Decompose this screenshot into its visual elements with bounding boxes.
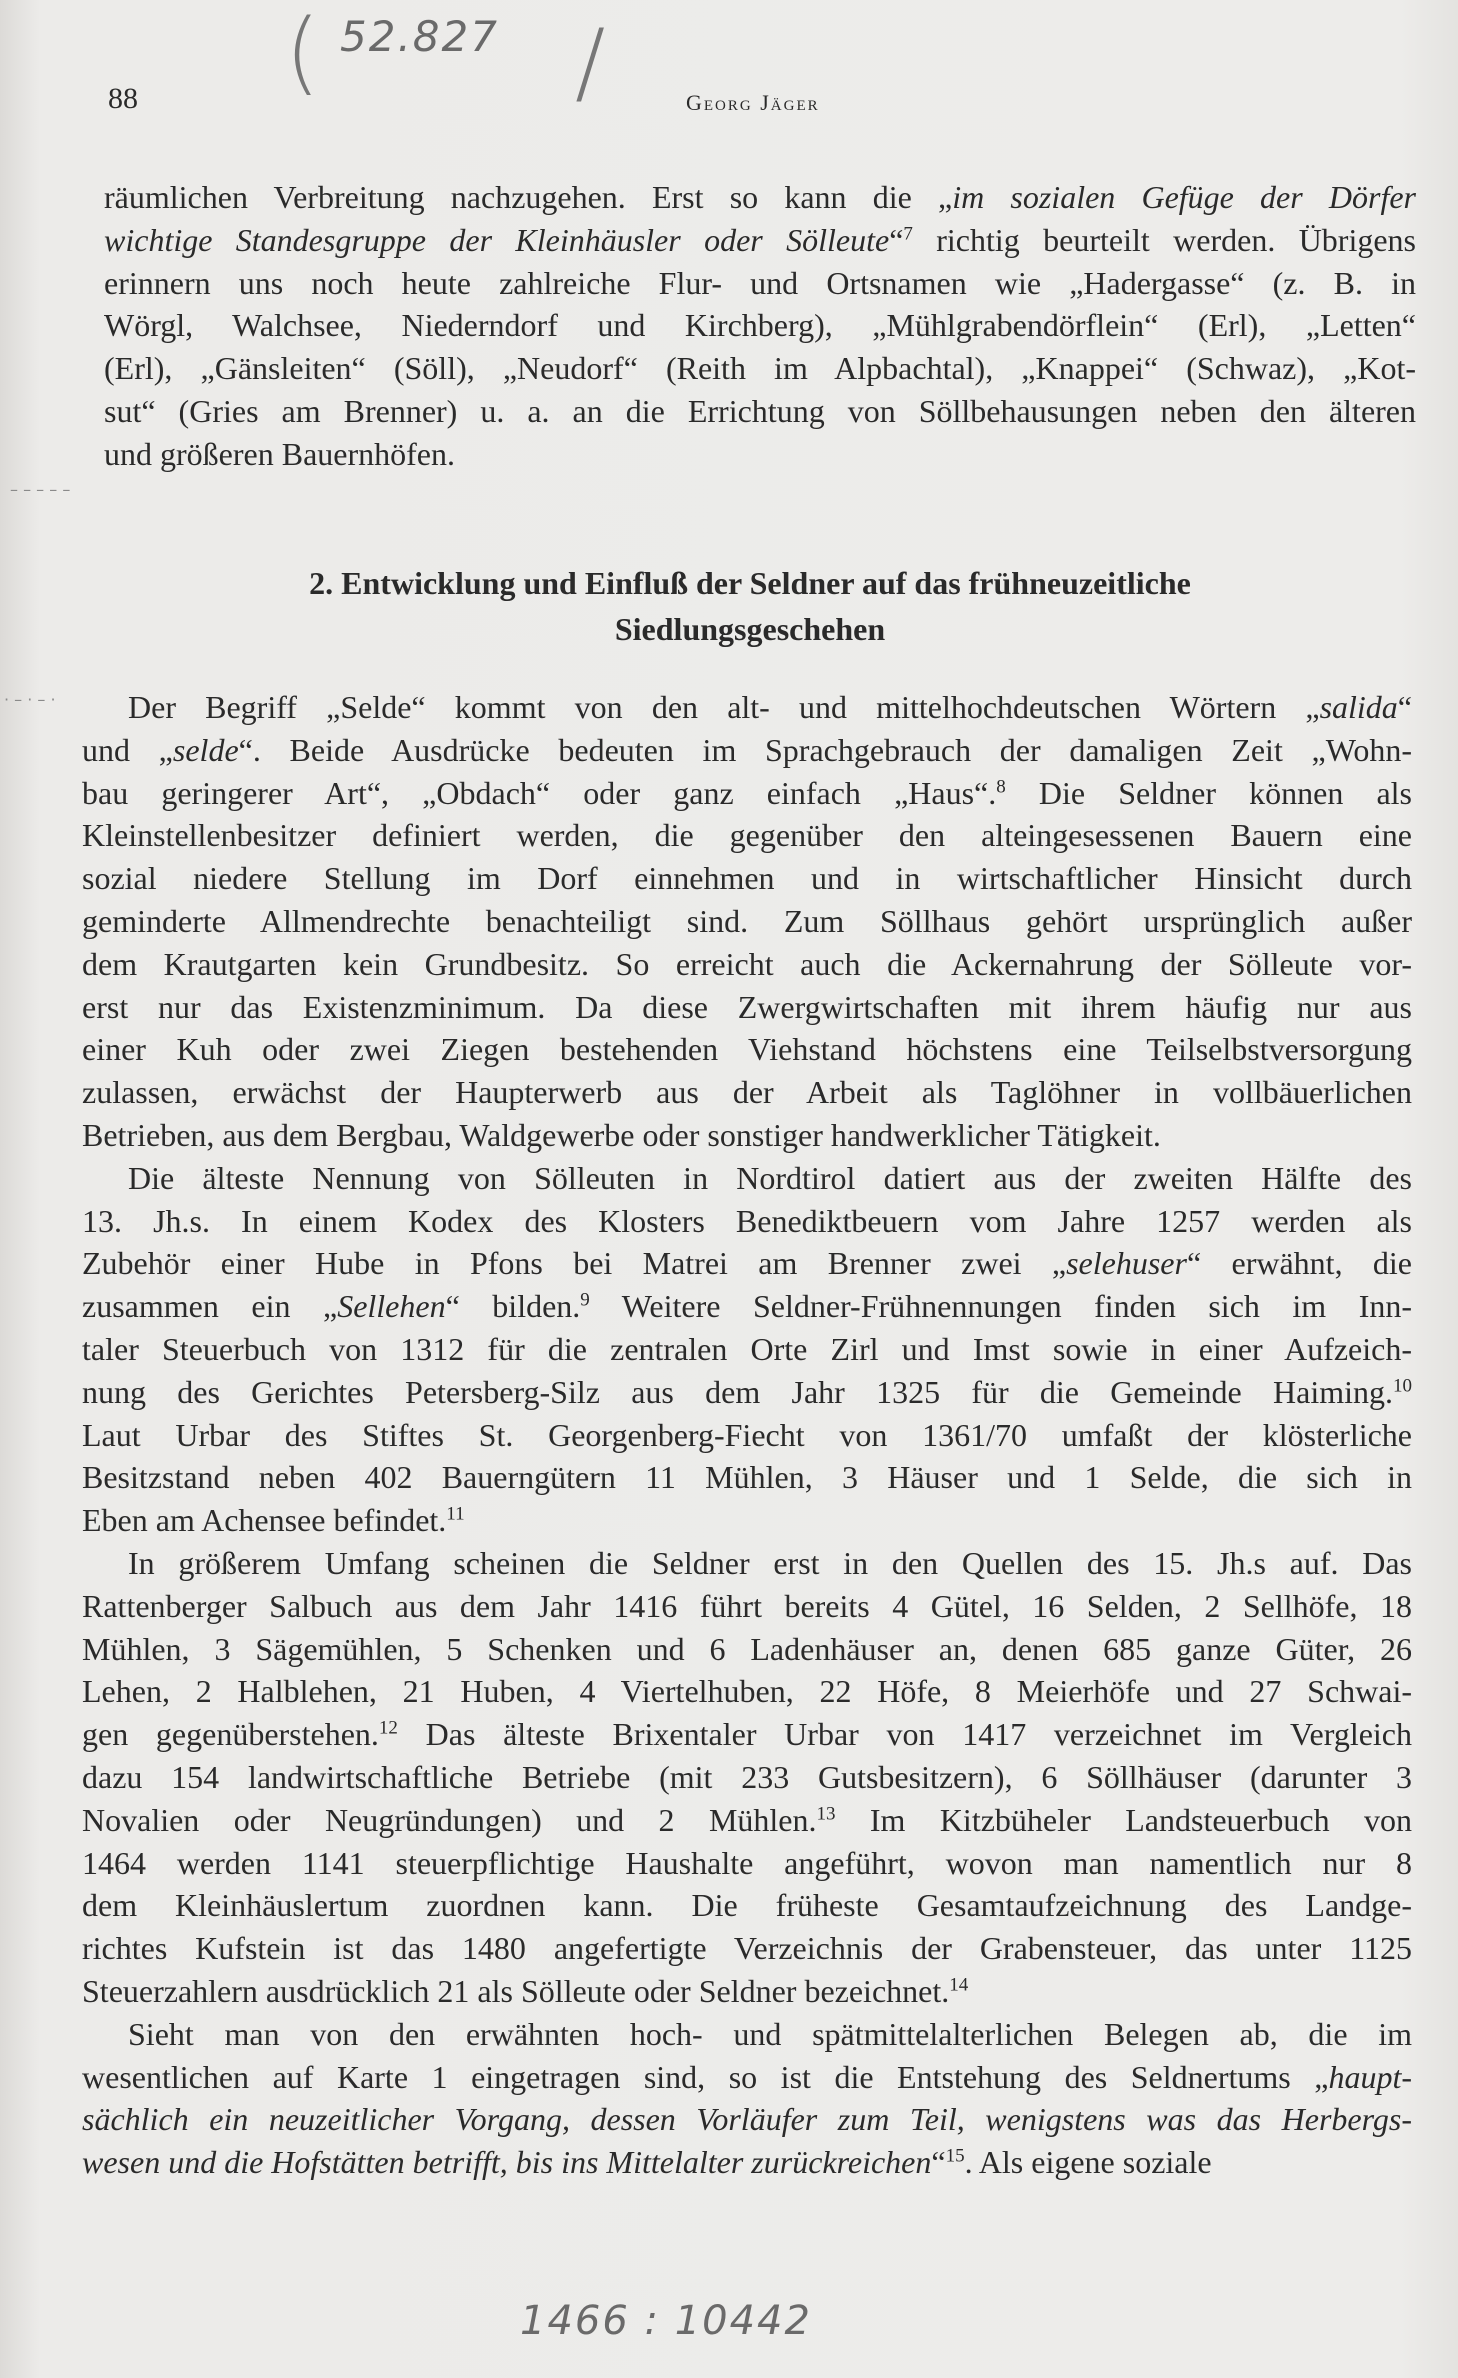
section-heading: [100, 560, 1400, 652]
text-line: Betrieben, aus dem Bergbau, Waldgewerbe oder sonstiger handwerklicher Tätigkeit.: [82, 1116, 1161, 1153]
text-line: dem Kleinhäuslertum zuordnen kann. Die früheste Gesamtaufzeichnung des Landge-: [82, 1887, 1412, 1924]
text-line: sozial niedere Stellung im Dorf einnehmen und in wirtschaftlicher Hinsicht durch: [82, 860, 1412, 897]
text-line: Lehen, 2 Halblehen, 21 Huben, 4 Viertelhuben, 22 Höfe, 8 Meierhöfe und 27 Schwai-: [82, 1673, 1412, 1710]
running-head-author: Georg Jäger: [686, 90, 820, 115]
text-line: wichtige Standesgruppe der Kleinhäusler oder Sölleute“$^7$ richtig beurteilt werden. Übrigens: [104, 221, 1417, 258]
text-line: bau geringerer Art“, „Obdach“ oder ganz einfach „Haus“.$^8$ Die Seldner können als: [82, 774, 1413, 811]
text-line: Steuerzahlern ausdrücklich 21 als Sölleute oder Seldner bezeichnet.$^{14}$: [82, 1972, 969, 2009]
handwritten-bracket-left: (: [285, 0, 321, 105]
text-line: Der Begriff „Selde“ kommt von den alt- und mittelhochdeutschen Wörtern „salida“: [128, 689, 1412, 725]
text-line: dazu 154 landwirtschaftliche Betriebe (mit 233 Gutsbesitzern), 6 Söllhäuser (darunter 3: [82, 1758, 1412, 1795]
text-line: Besitzstand neben 402 Bauerngütern 11 Mühlen, 3 Häuser und 1 Selde, die sich in: [82, 1459, 1412, 1496]
text-line: Laut Urbar des Stiftes St. Georgenberg-Fiecht von 1361/70 umfaßt der klösterliche: [82, 1416, 1412, 1453]
section-heading-line2: Siedlungsgeschehen: [614, 611, 886, 647]
intro-paragraph: [104, 176, 1416, 476]
page-number: 88: [108, 82, 138, 115]
handwritten-catalog-number: 52.827: [340, 12, 499, 61]
text-line: 13. Jh.s. In einem Kodex des Klosters Benediktbeuern vom Jahre 1257 werden als: [82, 1202, 1412, 1239]
text-line: richtes Kufstein ist das 1480 angefertigte Verzeichnis der Grabensteuer, das unter 1125: [82, 1930, 1412, 1967]
text-line: Mühlen, 3 Sägemühlen, 5 Schenken und 6 Ladenhäuser an, denen 685 ganze Güter, 26: [82, 1630, 1412, 1667]
text-line: einer Kuh oder zwei Ziegen bestehenden Viehstand höchstens eine Teilselbstversorgung: [82, 1031, 1412, 1068]
stamp-mark-2: · – · – ·: [4, 690, 56, 709]
text-line: sut“ (Gries am Brenner) u. a. an die Errichtung von Söllbehausungen neben den älteren: [104, 392, 1416, 429]
text-line: Eben am Achensee befindet.$^{11}$: [82, 1502, 465, 1539]
section-heading-line1: 2. Entwicklung und Einfluß der Seldner auf das frühneuzeitliche: [309, 565, 1191, 601]
text-line: 1464 werden 1141 steuerpflichtige Haushalte angeführt, wovon man namentlich nur 8: [82, 1844, 1412, 1881]
text-line: Kleinstellenbesitzer definiert werden, die gegenüber den alteingesessenen Bauern eine: [82, 817, 1412, 854]
text-line: Zubehör einer Hube in Pfons bei Matrei am Brenner zwei „selehuser“ erwähnt, die: [82, 1245, 1413, 1282]
text-line: Rattenberger Salbuch aus dem Jahr 1416 führt bereits 4 Gütel, 16 Selden, 2 Sellhöfe, 18: [82, 1587, 1412, 1624]
text-line: Die älteste Nennung von Sölleuten in Nordtirol datiert aus der zweiten Hälfte des: [128, 1159, 1412, 1196]
text-line: (Erl), „Gänsleiten“ (Söll), „Neudorf“ (Reith im Alpbachtal), „Knappei“ (Schwaz), „Kot-: [104, 350, 1416, 387]
text-line: nung des Gerichtes Petersberg-Silz aus dem Jahr 1325 für die Gemeinde Haiming.$^{10}$: [82, 1373, 1412, 1410]
text-line: sächlich ein neuzeitlicher Vorgang, dessen Vorläufer zum Teil, wenigstens was das Herbergs-: [82, 2101, 1412, 2138]
text-line: wesentlichen auf Karte 1 eingetragen sind, so ist die Entstehung des Seldnertums „haupt-: [82, 2058, 1412, 2095]
text-line: Sieht man von den erwähnten hoch- und spätmittelalterlichen Belegen ab, die im: [128, 2015, 1412, 2052]
text-line: und größeren Bauernhöfen.: [104, 435, 455, 472]
text-line: In größerem Umfang scheinen die Seldner erst in den Quellen des 15. Jh.s auf. Das: [128, 1544, 1412, 1581]
body-text: [82, 686, 1412, 2184]
handwritten-bracket-right: /: [575, 10, 606, 115]
text-line: Novalien oder Neugründungen) und 2 Mühlen.$^{13}$ Im Kitzbüheler Landsteuerbuch von: [82, 1801, 1412, 1838]
text-line: taler Steuerbuch von 1312 für die zentralen Orte Zirl und Imst sowie in einer Aufzeich-: [82, 1330, 1412, 1367]
text-line: wesen und die Hofstätten betrifft, bis ins Mittelalter zurückreichen“$^{15}$. Als eigene soziale: [82, 2144, 1212, 2181]
text-line: gen gegenüberstehen.$^{12}$ Das älteste Brixentaler Urbar von 1417 verzeichnet im Vergleich: [82, 1716, 1412, 1753]
text-line: erst nur das Existenzminimum. Da diese Zwergwirtschaften mit ihrem häufig nur aus: [82, 988, 1412, 1025]
text-line: zusammen ein „Sellehen“ bilden.$^9$ Weitere Seldner-Frühnennungen finden sich im Inn-: [82, 1288, 1413, 1325]
handwritten-bottom-note: 1466 : 10442: [520, 2298, 812, 2344]
text-line: dem Krautgarten kein Grundbesitz. So erreicht auch die Ackernahrung der Sölleute vor-: [82, 945, 1412, 982]
stamp-mark: – – – – –: [10, 480, 71, 499]
text-line: zulassen, erwächst der Haupterwerb aus der Arbeit als Taglöhner in vollbäuerlichen: [82, 1074, 1412, 1111]
text-line: erinnern uns noch heute zahlreiche Flur- und Ortsnamen wie „Hadergasse“ (z. B. in: [104, 264, 1416, 301]
text-line: geminderte Allmendrechte benachteiligt sind. Zum Söllhaus gehört ursprünglich außer: [82, 902, 1412, 939]
text-line: Wörgl, Walchsee, Niederndorf und Kirchberg), „Mühlgrabendörflein“ (Erl), „Letten“: [104, 307, 1416, 344]
text-line: und „selde“. Beide Ausdrücke bedeuten im Sprachgebrauch der damaligen Zeit „Wohn-: [82, 731, 1413, 768]
text-line: räumlichen Verbreitung nachzugehen. Erst so kann die „im sozialen Gefüge der Dörfer: [104, 179, 1417, 215]
